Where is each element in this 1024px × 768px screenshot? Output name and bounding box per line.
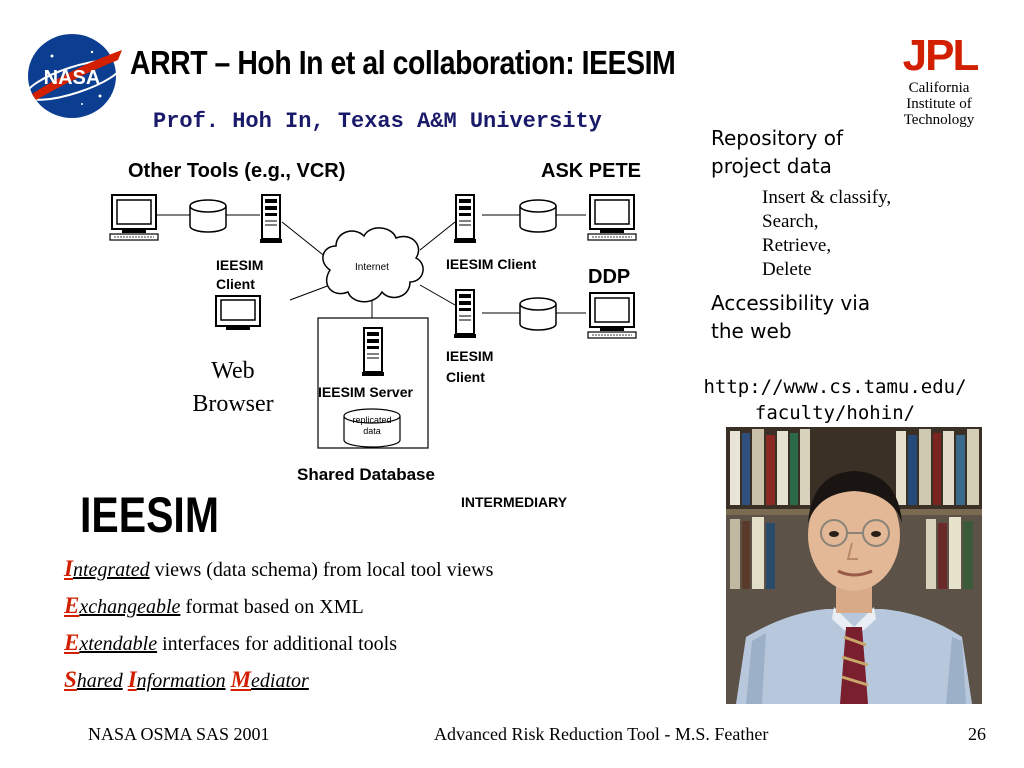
database-icon [520, 200, 556, 232]
footer-center: Advanced Risk Reduction Tool - M.S. Feather [434, 724, 769, 744]
repository-heading [711, 124, 843, 180]
acronym-letter: E [64, 630, 80, 655]
web-browser-line: Browser [192, 391, 274, 417]
jpl-logo [888, 32, 992, 76]
workstation-icon [110, 195, 158, 240]
server-tower-icon [454, 195, 476, 243]
web-browser-label [184, 355, 282, 421]
ieesim-heading: IEESIM [80, 487, 219, 543]
acronym-line-integrated [64, 556, 493, 582]
internet-label: Internet [355, 262, 389, 273]
acronym-line-exchangeable [64, 593, 364, 619]
acronym-description: views (data schema) from local tool views [149, 559, 494, 581]
accessibility-line: the web [711, 319, 792, 343]
architecture-diagram [100, 150, 660, 480]
server-tower-icon [260, 195, 282, 243]
acronym-letter: I [64, 556, 73, 581]
workstation-icon [588, 293, 636, 338]
operation-item: Retrieve, [762, 235, 832, 256]
jpl-subtitle-line: Technology [903, 112, 975, 128]
acronym-letter: E [64, 593, 80, 618]
slide-subtitle: Prof. Hoh In, Texas A&M University [153, 109, 602, 134]
operation-item: Delete [762, 259, 812, 280]
acronym-line-extendable [64, 630, 397, 656]
server-tower-icon [362, 328, 384, 376]
project-url[interactable] [700, 374, 970, 426]
repository-line: Repository of [711, 126, 843, 150]
footer-left: NASA OSMA SAS 2001 [88, 724, 270, 744]
repository-line: project data [711, 154, 832, 178]
accessibility-line: Accessibility via [711, 291, 871, 315]
url-line: faculty/hohin/ [754, 402, 916, 424]
client-left-label [216, 256, 263, 294]
client-right-bottom-line: IEESIM [446, 348, 494, 364]
client-left-line: IEESIM [216, 257, 264, 273]
acronym-description: interfaces for additional tools [157, 633, 398, 655]
replicated-label: replicated [352, 415, 392, 425]
browser-monitor-icon [216, 296, 260, 330]
acronym-word: hared [76, 670, 123, 692]
replicated-label: data [363, 426, 381, 436]
jpl-logo-text: JPL [902, 32, 978, 76]
slide-title: ARRT – Hoh In et al collaboration: IEESIM [130, 44, 676, 81]
jpl-subtitle-line: California [908, 80, 970, 96]
nasa-logo-text: NASA [43, 67, 101, 89]
acronym-word: ntegrated [72, 559, 150, 581]
server-tower-icon [454, 290, 476, 338]
jpl-subtitle [893, 80, 985, 128]
acronym-description: format based on XML [180, 596, 364, 618]
database-icon [520, 298, 556, 330]
operation-item: Insert & classify, [762, 187, 892, 208]
server-label: IEESIM Server [318, 384, 413, 400]
url-line: http://www.cs.tamu.edu/ [703, 376, 967, 398]
client-left-line: Client [216, 276, 255, 292]
intermediary-label: INTERMEDIARY [461, 494, 568, 510]
operations-list [762, 186, 891, 282]
database-icon [190, 200, 226, 232]
accessibility-heading [711, 289, 870, 345]
acronym-letter: I [127, 667, 137, 692]
client-right-bottom-line: Client [446, 369, 485, 385]
page-number: 26 [968, 724, 986, 744]
acronym-line-sim [64, 667, 309, 693]
acronym-word: xchangeable [79, 596, 181, 618]
acronym-word: ediator [251, 670, 309, 692]
ask-pete-label: ASK PETE [541, 160, 642, 182]
client-right-top-label: IEESIM Client [446, 256, 537, 272]
nasa-logo [22, 32, 126, 120]
acronym-word: nformation [136, 670, 226, 692]
acronym-letter: S [64, 667, 77, 692]
other-tools-label: Other Tools (e.g., VCR) [128, 160, 346, 182]
ddp-label: DDP [588, 266, 631, 288]
client-right-bottom-label [446, 346, 493, 388]
portrait-photo [726, 427, 982, 704]
operation-item: Search, [762, 211, 819, 232]
web-browser-line: Web [211, 358, 255, 384]
jpl-subtitle-line: Institute of [906, 96, 972, 112]
acronym-word: xtendable [79, 633, 158, 655]
workstation-icon [588, 195, 636, 240]
shared-database-label: Shared Database [297, 465, 435, 484]
acronym-letter: M [230, 667, 252, 692]
